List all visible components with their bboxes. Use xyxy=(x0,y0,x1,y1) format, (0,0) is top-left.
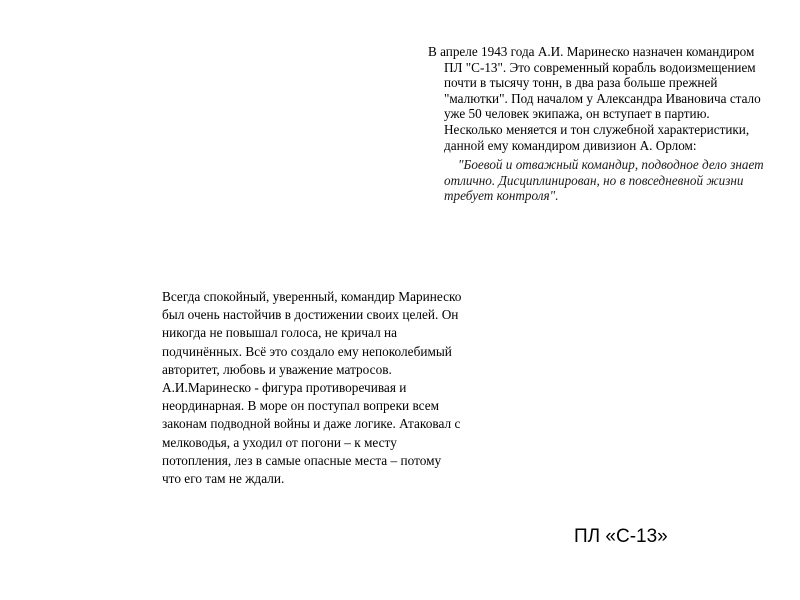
submarine-caption: ПЛ «С-13» xyxy=(574,526,668,547)
bottom-text-block xyxy=(162,288,462,488)
top-text-block xyxy=(420,44,770,204)
marinesko-appointment-paragraph: В апреле 1943 года А.И. Маринеско назначен командиром ПЛ "С-13". Это современный корабль водоизмещением почти в тысячу тонн, в два раза больше прежней "малютки". Под началом у Александра Ивановича стало уже 50 человек экипажа, он вступает в партию. Несколько меняется и тон служебной характеристики, данной ему командиром дивизион А. Орлом: xyxy=(428,44,761,153)
tactics-paragraph: А.И.Маринеско - фигура противоречивая и неординарная. В море он поступал вопреки всем законам подводной войны и даже логике. Атаковал с мелководья, а уходил от погони – к месту потопления, лез в самые опасные места – потому что его там не ждали. xyxy=(162,380,461,487)
orel-characteristic-quote: "Боевой и отважный командир, подводное дело знает отлично. Дисциплинирован, но в повседневной жизни требует контроля". xyxy=(444,157,764,204)
character-paragraph: Всегда спокойный, уверенный, командир Маринеско был очень настойчив в достижении своих целей. Он никогда не повышал голоса, не кричал на подчинённых. Всё это создало ему непоколебимый авторитет, любовь и уважение матросов. xyxy=(162,289,462,377)
